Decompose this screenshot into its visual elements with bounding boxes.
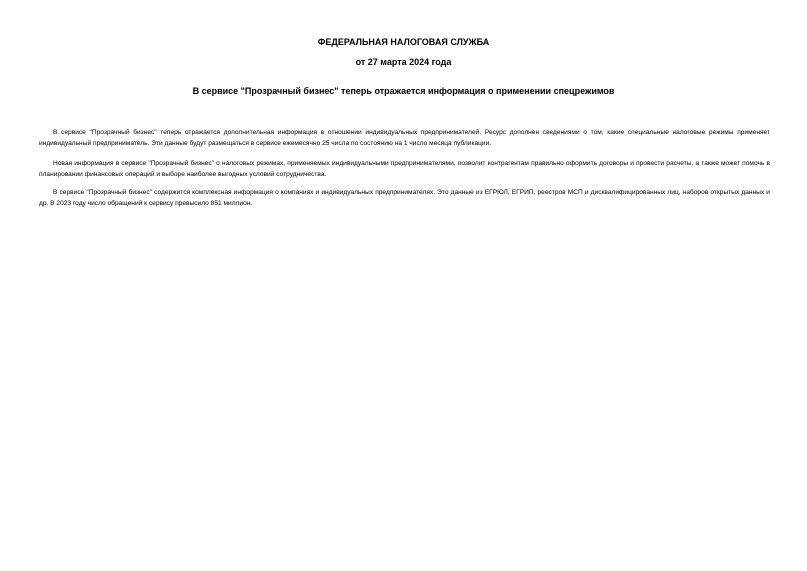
paragraph-2: Новая информация в сервисе "Прозрачный бизнес" о налоговых режимах, применяемых индивидуальными предпринимателями, позволит контрагентам правильно оформить договоры и провести расчеты, а также может помочь в планировании финансовых операций и выборе наиболее выгодных условий сотрудничества. <box>39 160 770 178</box>
paragraph-3: В сервисе "Прозрачный бизнес" содержится комплексная информация о компаниях и индивидуальных предпринимателях. Это данные из ЕГРЮЛ, ЕГРИП, реестров МСП и дисквалифицированных лиц, наборов открытых данных и др. В 2023 году число обращений к сервису превысило 851 миллион. <box>39 189 770 207</box>
document-title: В сервисе "Прозрачный бизнес" теперь отражается информация о применении спецрежимов <box>192 86 615 96</box>
agency-name: ФЕДЕРАЛЬНАЯ НАЛОГОВАЯ СЛУЖБА <box>317 37 490 47</box>
document-date: от 27 марта 2024 года <box>355 57 452 67</box>
paragraph-1: В сервисе "Прозрачный бизнес" теперь отражается дополнительная информация в отношении индивидуальных предпринимателей. Ресурс дополнен сведениями о том, какие специальные налоговые режимы применяет индивидуальный предприниматель. Эти данные будут размещаться в сервисе ежемесячно 25 числа по состоянию на 1 число месяца публикации. <box>39 129 770 147</box>
